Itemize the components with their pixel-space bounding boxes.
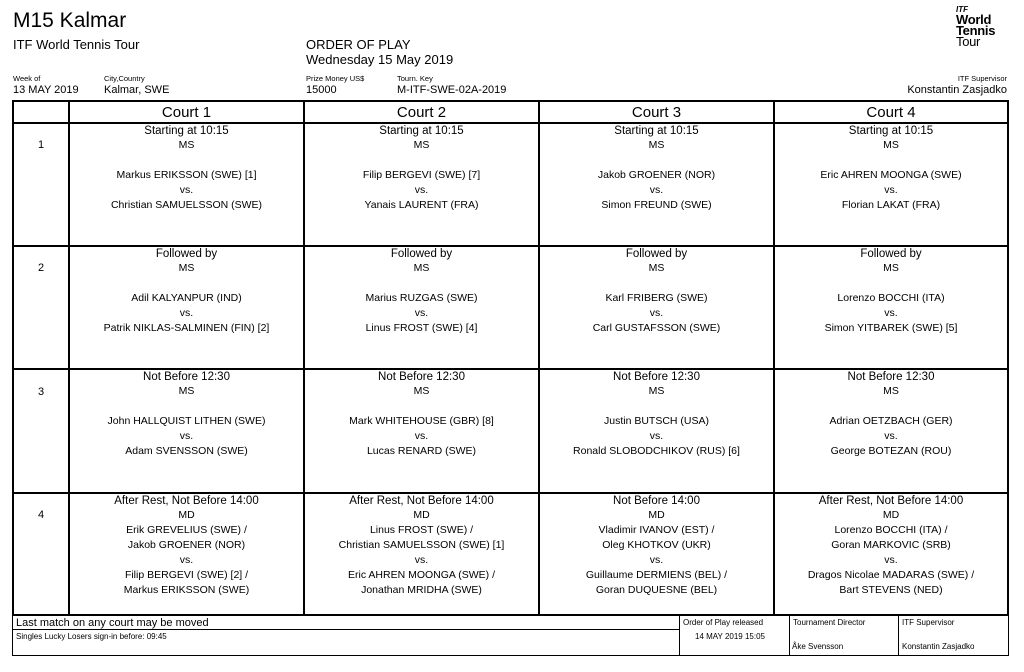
match-time: Followed by — [390, 248, 453, 260]
player-name: Carl GUSTAFSSON (SWE) — [592, 322, 721, 334]
match-cell — [305, 247, 538, 368]
court-header-4: Court 4 — [866, 104, 916, 121]
player-name: Florian LAKAT (FRA) — [841, 199, 941, 211]
footer-divider — [898, 616, 899, 655]
footer-supervisor-label: ITF Supervisor — [902, 618, 955, 627]
match-event: MD — [178, 509, 195, 521]
match-cell — [305, 494, 538, 614]
footer — [12, 616, 1009, 656]
player-name: Linus FROST (SWE) / — [369, 524, 474, 536]
match-event: MS — [413, 385, 430, 397]
director-label: Tournament Director — [793, 618, 866, 627]
prize-money-value: 15000 — [306, 84, 337, 96]
tournament-key-label: Tourn. Key — [397, 74, 433, 83]
row-number: 1 — [37, 139, 45, 151]
footer-divider — [679, 616, 680, 655]
player-name: Erik GREVELIUS (SWE) / — [126, 524, 247, 536]
player-name: Ronald SLOBODCHIKOV (RUS) [6] — [573, 445, 740, 457]
versus-label: vs. — [414, 430, 429, 442]
player-name: Mark WHITEHOUSE (GBR) [8] — [349, 415, 494, 427]
versus-label: vs. — [179, 430, 194, 442]
versus-label: vs. — [884, 430, 898, 442]
versus-label: vs. — [179, 554, 194, 566]
match-time: Not Before 12:30 — [143, 371, 230, 383]
player-name: Markus ERIKSSON (SWE) — [123, 584, 250, 596]
player-name: Yanais LAURENT (FRA) — [364, 199, 479, 211]
city-value: Kalmar, SWE — [104, 84, 170, 96]
logo-word-world: World — [956, 12, 992, 27]
match-cell — [540, 494, 773, 614]
versus-label: vs. — [649, 554, 664, 566]
versus-label: vs. — [649, 307, 664, 319]
logo-word-tennis: Tennis — [956, 23, 996, 38]
versus-label: vs. — [649, 430, 664, 442]
player-name: Eric AHREN MOONGA (SWE) / — [347, 569, 495, 581]
world-tennis-tour-logo — [956, 6, 1012, 56]
versus-label: vs. — [414, 307, 429, 319]
player-name: Simon FREUND (SWE) — [601, 199, 712, 211]
order-of-play-grid — [12, 100, 1009, 616]
logo-word-tour: Tour — [956, 34, 981, 49]
versus-label: vs. — [414, 184, 429, 196]
match-cell — [305, 124, 538, 245]
supervisor-label: ITF Supervisor — [957, 74, 1007, 83]
player-name: Bart STEVENS (NED) — [839, 584, 943, 596]
court-header-2: Court 2 — [396, 104, 447, 121]
match-time: After Rest, Not Before 14:00 — [349, 495, 494, 507]
player-name: Lorenzo BOCCHI (ITA) — [837, 292, 945, 304]
match-time: Starting at 10:15 — [614, 125, 699, 137]
match-cell — [70, 494, 303, 614]
prize-money-label: Prize Money US$ — [306, 74, 365, 83]
match-event: MS — [413, 139, 430, 151]
footer-divider — [789, 616, 790, 655]
match-event: MD — [648, 509, 665, 521]
player-name: Lorenzo BOCCHI (ITA) / — [834, 524, 948, 536]
match-event: MD — [413, 509, 430, 521]
player-name: Goran DUQUESNE (BEL) — [595, 584, 718, 596]
player-name: Jakob GROENER (NOR) — [597, 169, 716, 181]
match-time: Not Before 12:30 — [847, 371, 935, 383]
match-time: Starting at 10:15 — [144, 125, 229, 137]
court-header-3: Court 3 — [631, 104, 682, 121]
match-cell — [775, 247, 1007, 368]
match-cell — [70, 247, 303, 368]
match-time: Starting at 10:15 — [379, 125, 464, 137]
order-of-play-heading: ORDER OF PLAY — [306, 37, 411, 52]
versus-label: vs. — [884, 554, 898, 566]
match-cell — [70, 124, 303, 245]
match-time: Followed by — [625, 248, 688, 260]
match-time: Followed by — [155, 248, 218, 260]
match-cell — [305, 370, 538, 492]
player-name: Marius RUZGAS (SWE) — [365, 292, 478, 304]
match-time: After Rest, Not Before 14:00 — [818, 495, 964, 507]
player-name: Justin BUTSCH (USA) — [603, 415, 709, 427]
tour-subtitle: ITF World Tennis Tour — [13, 37, 140, 52]
player-name: Goran MARKOVIC (SRB) — [831, 539, 951, 551]
city-label: City,Country — [104, 74, 145, 83]
match-cell — [775, 124, 1007, 245]
match-event: MS — [648, 139, 665, 151]
match-event: MS — [648, 385, 665, 397]
player-name: Eric AHREN MOONGA (SWE) — [820, 169, 962, 181]
match-event: MS — [883, 385, 899, 397]
match-event: MS — [178, 139, 195, 151]
player-name: Markus ERIKSSON (SWE) [1] — [116, 169, 257, 181]
match-event: MD — [882, 509, 900, 521]
match-event: MS — [178, 385, 195, 397]
match-time: Not Before 12:30 — [378, 371, 465, 383]
player-name: Filip BERGEVI (SWE) [2] / — [124, 569, 249, 581]
logo-itf-text: ITF — [956, 5, 968, 14]
released-label: Order of Play released — [683, 618, 764, 627]
versus-label: vs. — [884, 184, 898, 196]
row-number: 4 — [37, 509, 45, 521]
match-cell — [540, 370, 773, 492]
lucky-losers-note: Singles Lucky Losers sign-in before: 09:45 — [16, 632, 167, 641]
supervisor-value: Konstantin Zasjadko — [907, 84, 1007, 96]
player-name: Jakob GROENER (NOR) — [127, 539, 246, 551]
week-of-label: Week of — [13, 74, 41, 83]
player-name: Linus FROST (SWE) [4] — [365, 322, 478, 334]
match-time: Not Before 12:30 — [613, 371, 700, 383]
player-name: Karl FRIBERG (SWE) — [605, 292, 708, 304]
week-of-value: 13 MAY 2019 — [13, 84, 79, 96]
player-name: Adam SVENSSON (SWE) — [125, 445, 248, 457]
match-event: MS — [883, 262, 899, 274]
match-cell — [70, 370, 303, 492]
match-cell — [775, 370, 1007, 492]
player-name: Vladimir IVANOV (EST) / — [598, 524, 715, 536]
player-name: Jonathan MRIDHA (SWE) — [361, 584, 482, 596]
match-cell — [775, 494, 1007, 614]
player-name: Filip BERGEVI (SWE) [7] — [362, 169, 481, 181]
match-time: Starting at 10:15 — [848, 125, 934, 137]
match-cell — [540, 124, 773, 245]
player-name: Christian SAMUELSSON (SWE) [1] — [338, 539, 505, 551]
tournament-key-value: M-ITF-SWE-02A-2019 — [397, 84, 507, 96]
versus-label: vs. — [179, 307, 194, 319]
match-time: After Rest, Not Before 14:00 — [114, 495, 259, 507]
match-time: Not Before 14:00 — [613, 495, 700, 507]
player-name: John HALLQUIST LITHEN (SWE) — [107, 415, 266, 427]
court-header-1: Court 1 — [161, 104, 212, 121]
versus-label: vs. — [884, 307, 898, 319]
player-name: Adil KALYANPUR (IND) — [131, 292, 242, 304]
footer-supervisor-value: Konstantin Zasjadko — [902, 642, 975, 651]
player-name: Guillaume DERMIENS (BEL) / — [585, 569, 728, 581]
player-name: Simon YITBAREK (SWE) [5] — [824, 322, 958, 334]
player-name: Dragos Nicolae MADARAS (SWE) / — [807, 569, 975, 581]
versus-label: vs. — [649, 184, 664, 196]
versus-label: vs. — [414, 554, 429, 566]
match-event: MS — [883, 139, 899, 151]
match-event: MS — [178, 262, 195, 274]
match-event: MS — [413, 262, 430, 274]
player-name: Patrik NIKLAS-SALMINEN (FIN) [2] — [103, 322, 270, 334]
player-name: George BOTEZAN (ROU) — [830, 445, 952, 457]
director-value: Åke Svensson — [792, 642, 844, 651]
player-name: Lucas RENARD (SWE) — [366, 445, 477, 457]
match-cell — [540, 247, 773, 368]
row-number: 3 — [37, 386, 45, 398]
row-number: 2 — [37, 262, 45, 274]
match-event: MS — [648, 262, 665, 274]
released-value: 14 MAY 2019 15:05 — [695, 632, 765, 641]
footer-divider — [13, 629, 679, 630]
tournament-title: M15 Kalmar — [13, 9, 127, 32]
order-of-play-date: Wednesday 15 May 2019 — [306, 52, 454, 67]
versus-label: vs. — [179, 184, 194, 196]
player-name: Christian SAMUELSSON (SWE) — [110, 199, 263, 211]
last-match-note: Last match on any court may be moved — [16, 617, 209, 629]
match-time: Followed by — [860, 248, 922, 260]
player-name: Adrian OETZBACH (GER) — [829, 415, 953, 427]
player-name: Oleg KHOTKOV (UKR) — [602, 539, 711, 551]
